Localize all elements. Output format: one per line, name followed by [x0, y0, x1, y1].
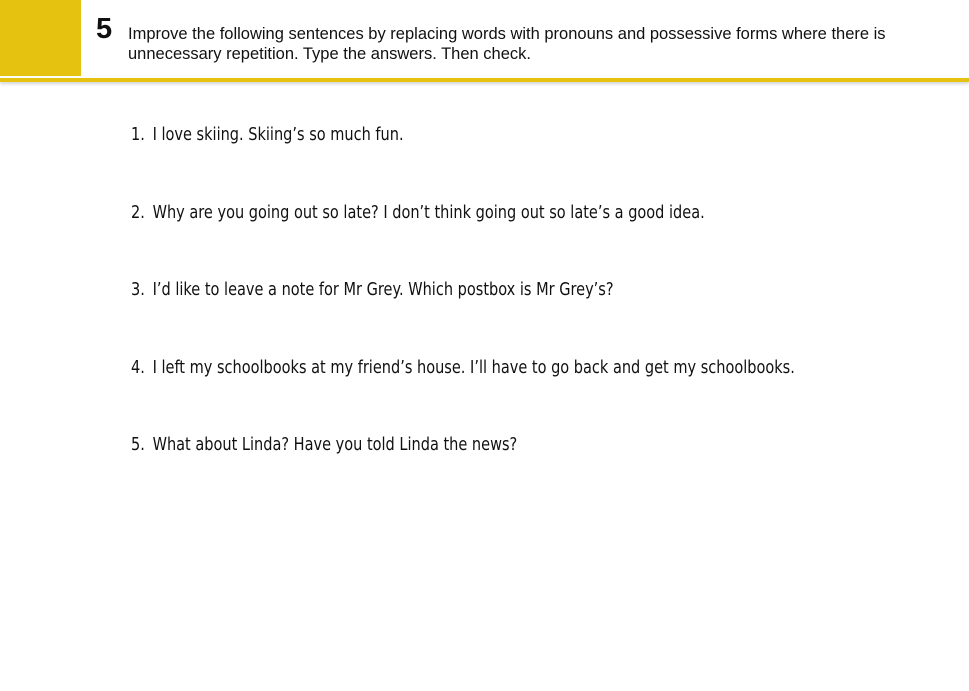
exercise-instructions: Improve the following sentences by replacing words with pronouns and possessive forms where there is unnecessary repetition. Type the answers. Then check.: [128, 25, 886, 63]
sentence-number: 1.: [131, 125, 145, 145]
sentence-item: [131, 202, 795, 280]
sentence-text: I left my schoolbooks at my friend’s house. I’ll have to go back and get my schoolbooks.: [152, 357, 795, 378]
sentence-text: What about Linda? Have you told Linda the news?: [152, 435, 518, 455]
sentence-item: [131, 357, 795, 435]
sentence-text: I love skiing. Skiing’s so much fun.: [152, 125, 404, 145]
sentence-number: 2.: [131, 202, 145, 223]
sentence-list: [131, 124, 931, 512]
sentence-number: 4.: [131, 357, 145, 378]
sentence-text: Why are you going out so late? I don’t think going out so late’s a good idea.: [152, 202, 705, 223]
header-accent-block: [0, 0, 81, 76]
exercise-number: 5: [96, 13, 113, 45]
sentence-item: [131, 434, 795, 512]
sentence-item: [131, 124, 795, 202]
sentence-number: 3.: [131, 280, 145, 300]
sentence-text: I’d like to leave a note for Mr Grey. Which postbox is Mr Grey’s?: [152, 280, 614, 300]
header-divider: [0, 78, 969, 82]
sentence-number: 5.: [131, 435, 145, 455]
sentence-item: [131, 279, 795, 357]
